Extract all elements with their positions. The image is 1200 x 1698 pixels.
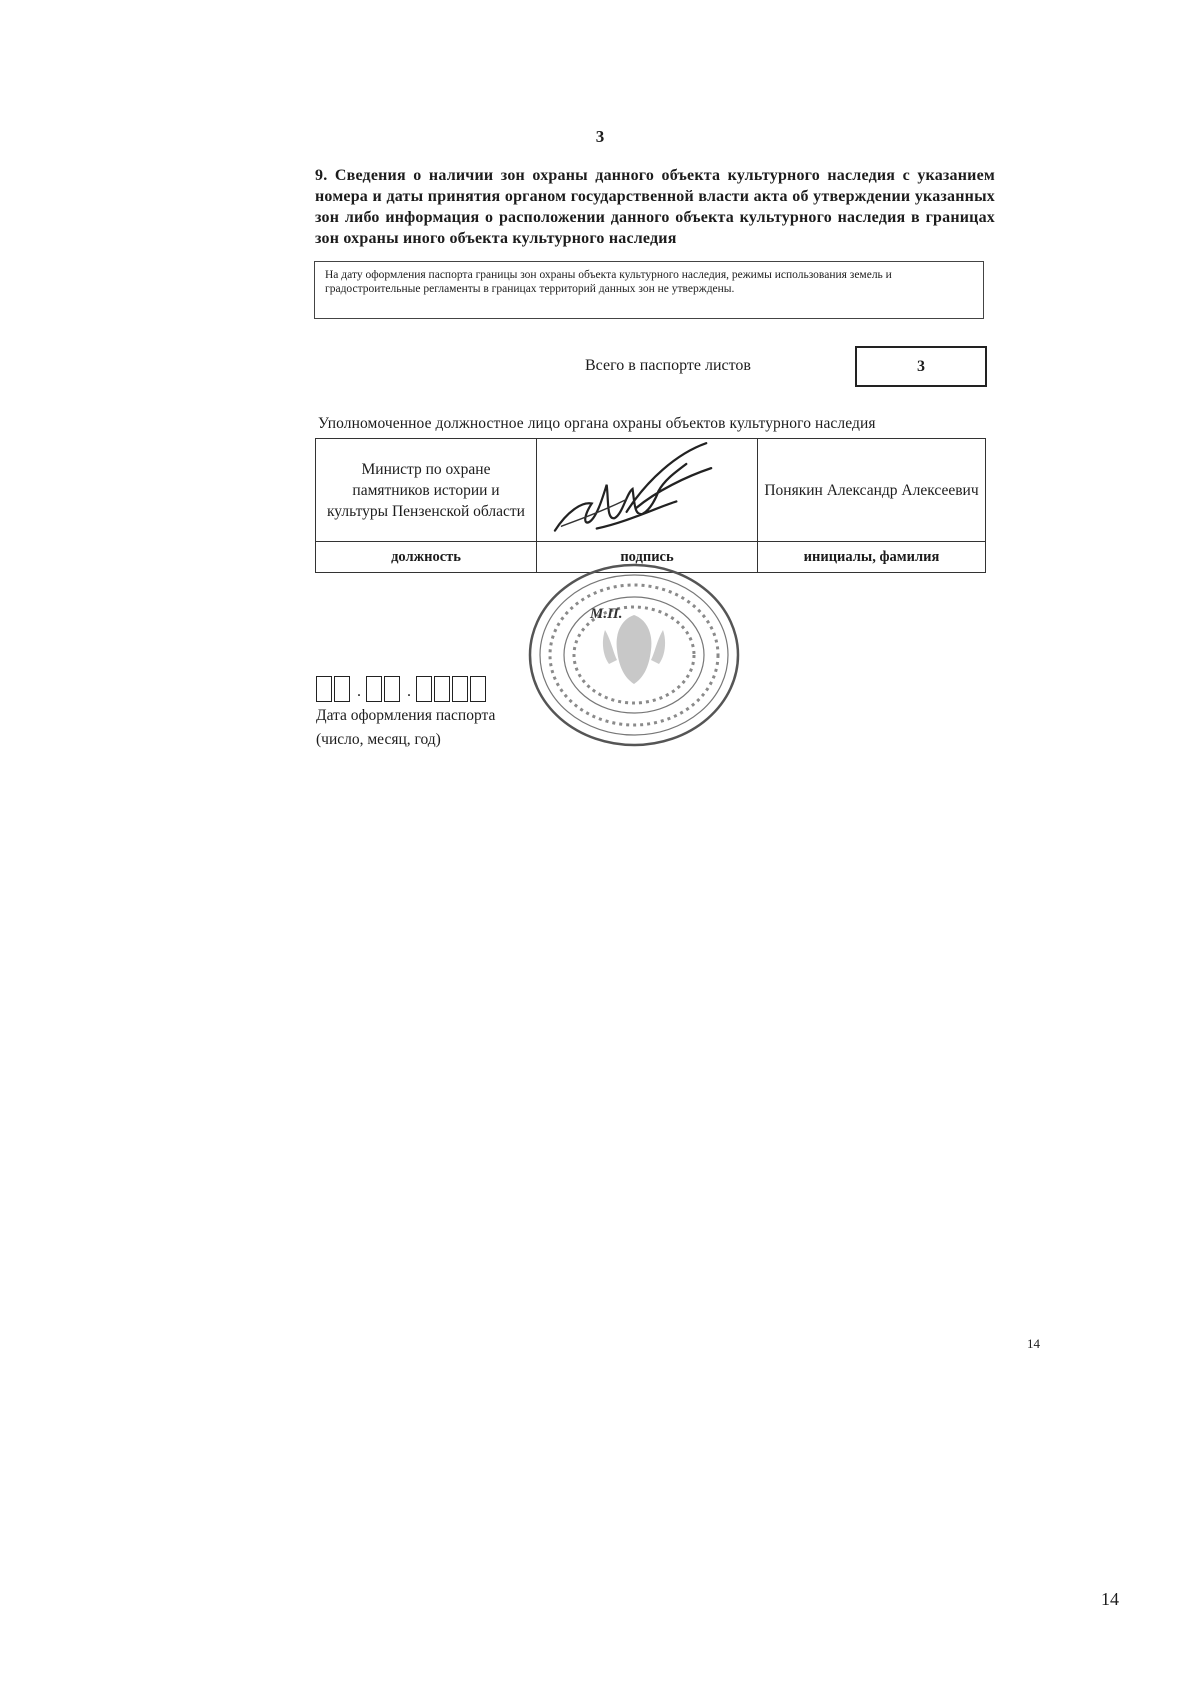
month-digit-box [366,676,382,702]
date-separator: . [407,683,411,700]
month-digit-box [384,676,400,702]
official-seal [525,560,743,750]
year-digit-box [452,676,468,702]
section-9-body: На дату оформления паспорта границы зон охраны объекта культурного наследия, режимы использования земель и градостроительные регламенты в границах территорий данных зон не утверждены. [325,269,892,295]
day-digit-box [316,676,332,702]
year-digit-box [470,676,486,702]
page-number-top: 3 [595,127,605,146]
issue-date-caption [316,704,495,752]
total-sheets-value: 3 [855,346,987,387]
caption-signature: подпись [537,542,758,573]
page-number-mid: 14 [1027,1336,1040,1351]
year-digit-box [416,676,432,702]
official-position-cell [316,439,537,542]
section-9-heading: 9. Сведения о наличии зон охраны данного объекта культурного наследия с указанием номера и даты принятия органом государственной власти акта об утверждении указанных зон либо информация о расположении данного объекта культурного наследия в границах зон охраны иного объекта культурного наследия [315,167,995,247]
total-sheets-label: Всего в паспорте листов [585,357,751,374]
official-heading: Уполномоченное должностное лицо органа охраны объектов культурного наследия [318,415,876,432]
date-separator: . [357,683,361,700]
official-name: Понякин Александр Алексеевич [764,481,979,499]
issue-date-boxes [316,672,488,702]
year-digit-box [434,676,450,702]
official-name-cell [758,439,986,542]
page-number-bottom: 14 [1101,1589,1119,1609]
section-9-info-box [314,261,984,319]
official-position: Министр по охране памятников истории и культуры Пензенской области [327,460,525,520]
caption-position: должность [316,542,537,573]
issue-date-caption-line1: Дата оформления паспорта [316,707,496,724]
official-signature-cell [537,439,758,542]
caption-name: инициалы, фамилия [758,542,986,573]
stamp-mp-label: М.П. [590,606,623,622]
official-table [315,438,986,573]
issue-date-caption-line2: (число, месяц, год) [316,731,441,748]
handwritten-signature [537,439,757,541]
day-digit-box [334,676,350,702]
